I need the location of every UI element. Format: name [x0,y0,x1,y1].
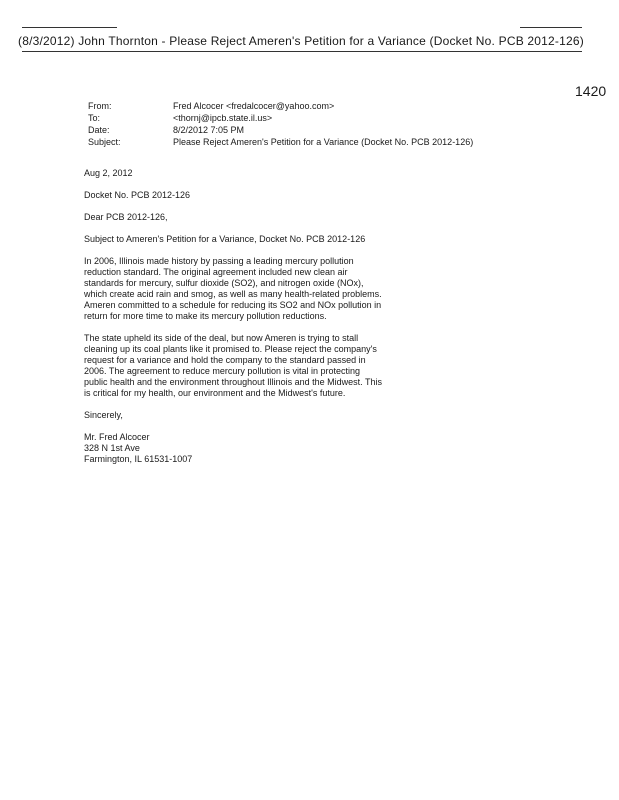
from-value: Fred Alcocer <fredalcocer@yahoo.com> [173,101,335,111]
date-value: 8/2/2012 7:05 PM [173,125,245,135]
date-label: Date: [88,125,110,135]
signature-block [84,432,384,465]
header-underline [22,51,582,52]
document-header-title: (8/3/2012) John Thornton - Please Reject Ameren's Petition for a Variance (Docket No. PCB 2012-126) [18,34,584,48]
closing: Sincerely, [84,410,123,420]
subject-value: Please Reject Ameren's Petition for a Variance (Docket No. PCB 2012-126) [173,137,474,147]
paragraph-1: In 2006, Illinois made history by passing a leading mercury pollution reduction standard. The original agreement included new clean air standards for mercury, sulfur dioxide (SO2), and nitrogen oxide (NOx), which create acid rain and smog, as well as many health-related problems. Ameren committed to a schedule for reducing its SO2 and NOx pollution in return for more time to make its mercury pollution reductions. [84,256,382,321]
from-label: From: [88,101,112,111]
header-rule-right [520,27,582,28]
page-number: 1420 [575,83,607,99]
salutation: Dear PCB 2012-126, [84,212,168,222]
from-row [88,100,473,112]
letter-subject-line: Subject to Ameren's Petition for a Variance, Docket No. PCB 2012-126 [84,234,366,244]
letter-date: Aug 2, 2012 [84,168,133,178]
paragraph-2: The state upheld its side of the deal, but now Ameren is trying to stall cleaning up its coal plants like it promised to. Please reject the company's request for a variance and hold the company to the standard passed in 2006. The agreement to reduce mercury pollution is vital in protecting public health and the environment throughout Illinois and the Midwest. This is critical for my health, our environment and the Midwest's future. [84,333,383,398]
subject-row [88,136,473,148]
docket-line: Docket No. PCB 2012-126 [84,190,191,200]
to-value: <thornj@ipcb.state.il.us> [173,113,273,123]
signature-address: 328 N 1st Ave [84,443,140,453]
header-rule-left [22,27,117,28]
email-header [88,100,473,148]
to-label: To: [88,113,101,123]
email-body [84,168,384,465]
to-row [88,112,473,124]
signature-name: Mr. Fred Alcocer [84,432,150,442]
date-row [88,124,473,136]
subject-label: Subject: [88,137,121,147]
signature-city: Farmington, IL 61531-1007 [84,454,193,464]
